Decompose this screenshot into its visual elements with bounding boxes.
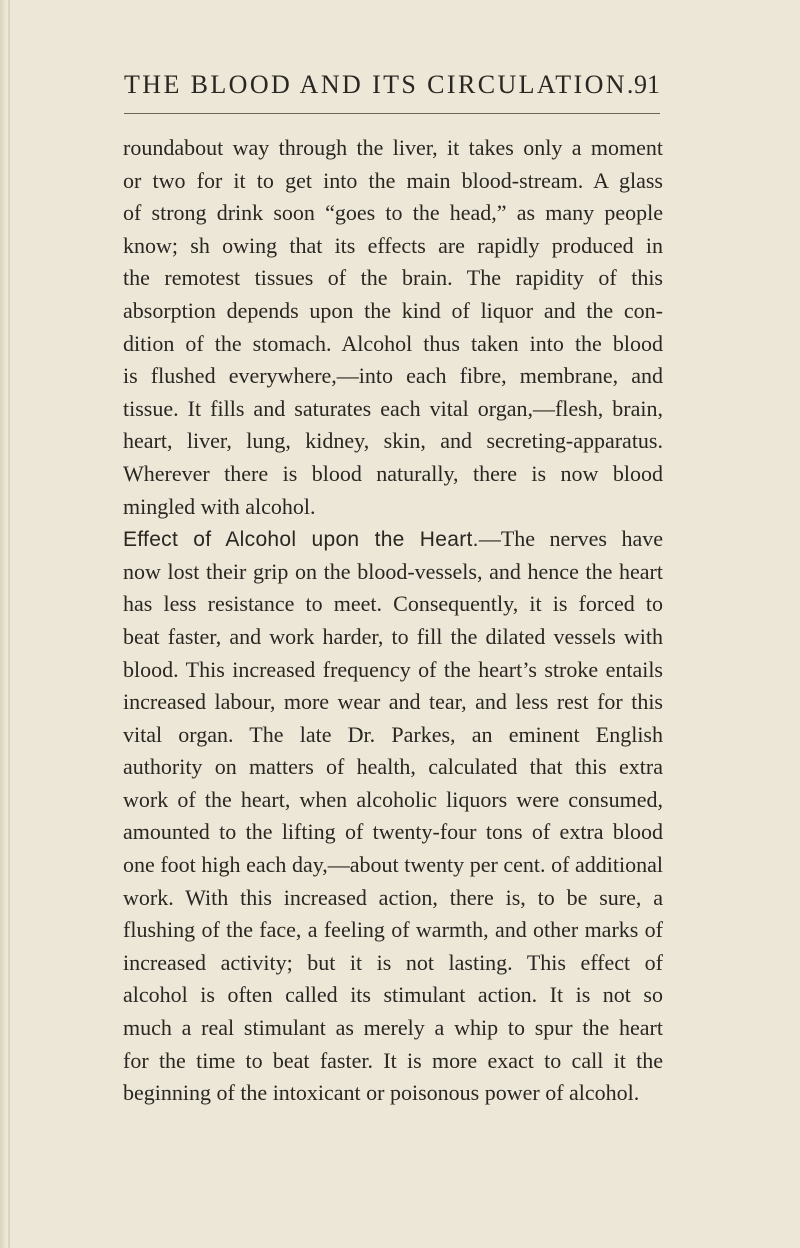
text-line: Wherever there is blood naturally, there is now blood (123, 460, 663, 486)
page-number: 91 (634, 70, 660, 99)
text-line: increased activity; but it is not lasting. This effect of (123, 949, 663, 975)
text-line: work of the heart, when alcoholic liquors were consumed, (123, 786, 663, 812)
section-heading: Effect of Alcohol upon the Heart. (123, 528, 479, 552)
body-text (123, 132, 663, 1110)
text-line: authority on matters of health, calculated that this extra (123, 754, 663, 780)
text-line: dition of the stomach. Alcohol thus taken into the blood (123, 330, 663, 356)
text-line: vital organ. The late Dr. Parkes, an eminent English (123, 721, 663, 747)
text-line: of strong drink soon “goes to the head,” as many people (123, 200, 663, 226)
text-line: one foot high each day,—about twenty per cent. of additional (123, 852, 663, 878)
text-line: much a real stimulant as merely a whip to spur the heart (123, 1015, 663, 1041)
section-heading-line (123, 523, 663, 556)
text-line: work. With this increased action, there is, to be sure, a (123, 884, 663, 910)
text-line: has less resistance to meet. Consequently, it is forced to (123, 591, 663, 617)
page-edge (0, 0, 6, 1248)
text-line: for the time to beat faster. It is more exact to call it the (123, 1047, 663, 1073)
text-line: amounted to the lifting of twenty-four tons of extra blood (123, 819, 663, 845)
text-line: flushing of the face, a feeling of warmth, and other marks of (123, 917, 663, 943)
text-line: blood. This increased frequency of the heart’s stroke entails (123, 656, 663, 682)
text-line: roundabout way through the liver, it takes only a moment (123, 135, 663, 160)
text-line: mingled with alcohol. (123, 493, 316, 519)
text-line: the remotest tissues of the brain. The rapidity of this (123, 265, 663, 291)
text-line: now lost their grip on the blood-vessels, and hence the heart (123, 558, 663, 584)
text-line: alcohol is often called its stimulant action. It is not so (123, 982, 663, 1008)
text-line: beginning of the intoxicant or poisonous power of alcohol. (123, 1080, 640, 1106)
page-gutter-line (8, 0, 10, 1248)
text-line: increased labour, more wear and tear, and less rest for this (123, 689, 663, 715)
text-line: beat faster, and work harder, to fill the dilated vessels with (123, 623, 663, 649)
text-line: know; sh owing that its effects are rapidly produced in (123, 232, 663, 258)
header-rule (124, 113, 660, 114)
running-head (124, 70, 660, 110)
text-line: or two for it to get into the main blood-stream. A glass (123, 167, 663, 193)
running-head-title: THE BLOOD AND ITS CIRCULATION. (124, 70, 636, 99)
text-line: tissue. It fills and saturates each vital organ,—flesh, brain, (123, 395, 663, 421)
text-line: is flushed everywhere,—into each fibre, membrane, and (123, 363, 663, 389)
section-heading-continuation: —The nerves have (478, 526, 663, 552)
text-line: absorption depends upon the kind of liquor and the con- (123, 297, 663, 323)
text-line: heart, liver, lung, kidney, skin, and secreting-apparatus. (123, 428, 663, 454)
